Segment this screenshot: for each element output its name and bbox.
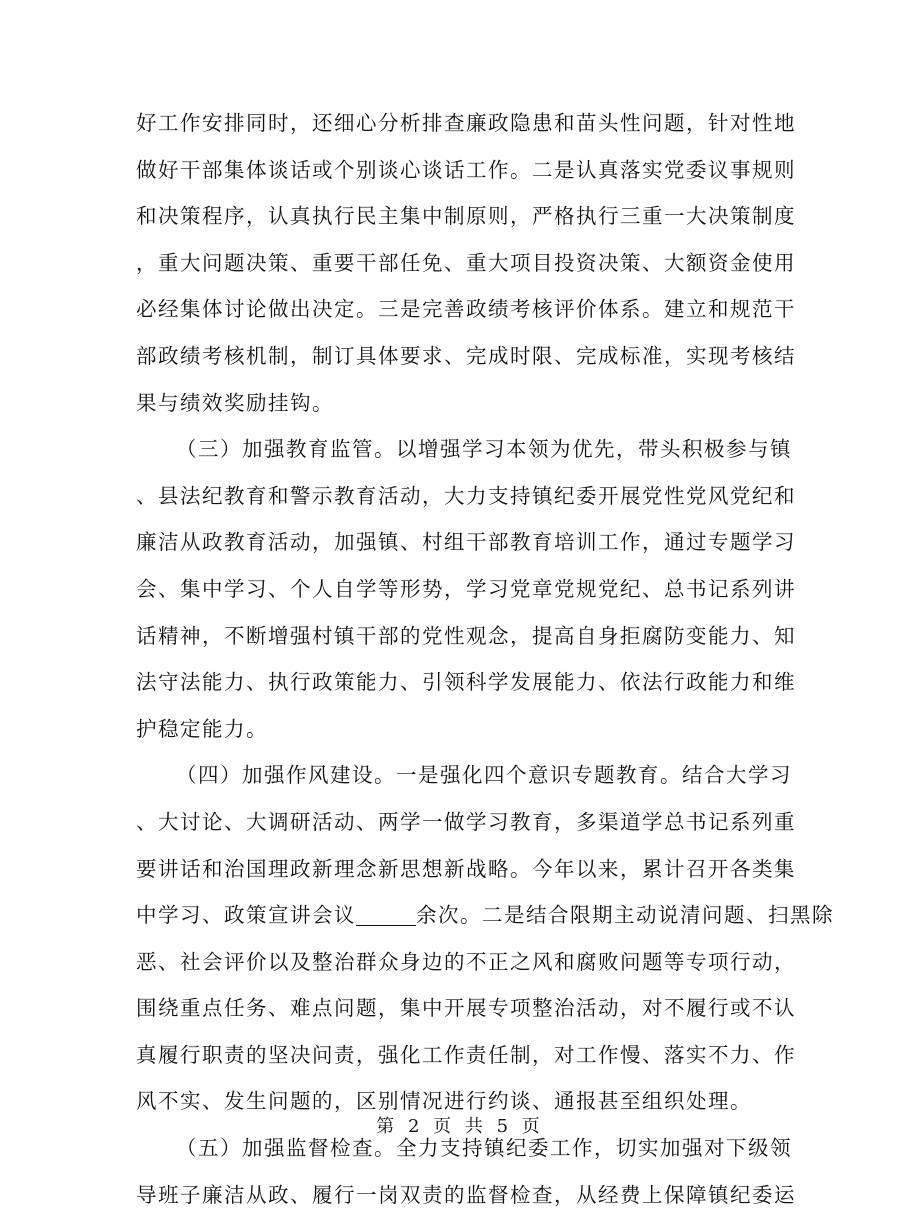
text-line: 和决策程序，认真执行民主集中制原则，严格执行三重一大决策制度: [136, 204, 796, 229]
text-line: 做好干部集体谈话或个别谈心谈话工作。二是认真落实党委议事规则: [136, 157, 796, 182]
text-line: 会、集中学习、个人自学等形势，学习党章党规党纪、总书记系列讲: [136, 576, 796, 601]
text-line: 真履行职责的坚决问责，强化工作责任制，对工作慢、落实不力、作: [136, 1042, 796, 1067]
text-line: 果与绩效奖励挂钩。: [136, 390, 334, 415]
text-segment: 余次。二是结合限期主动说清问题、扫黑除: [416, 903, 834, 928]
text-line: 风不实、发生问题的，区别情况进行约谈、通报甚至组织处理。: [136, 1089, 752, 1114]
text-segment: 中学习、政策宣讲会议: [136, 903, 356, 928]
page-number-footer: 第 2 页 共 5 页: [376, 1116, 544, 1137]
text-line: ，重大问题决策、重要干部任免、重大项目投资决策、大额资金使用: [136, 250, 796, 275]
text-line: 要讲话和治国理政新理念新思想新战略。今年以来，累计召开各类集: [136, 856, 796, 881]
text-line: 部政绩考核机制，制订具体要求、完成时限、完成标准，实现考核结: [136, 343, 796, 368]
section-heading-line: （五）加强监督检查。全力支持镇纪委工作，切实加强对下级领: [176, 1136, 792, 1161]
section-heading-line: （四）加强作风建设。一是强化四个意识专题教育。结合大学习: [176, 763, 792, 788]
body-text: [136, 100, 834, 1218]
text-line: 法守法能力、执行政策能力、引领科学发展能力、依法行政能力和维: [136, 670, 796, 695]
text-line: 、大讨论、大调研活动、两学一做学习教育，多渠道学总书记系列重: [136, 809, 796, 834]
text-line-with-blank: [136, 892, 834, 939]
text-line: 护稳定能力。: [136, 716, 268, 741]
text-line: 围绕重点任务、难点问题，集中开展专项整治活动，对不履行或不认: [136, 996, 796, 1021]
section-heading-line: （三）加强教育监管。以增强学习本领为优先，带头积极参与镇: [176, 437, 792, 462]
text-line: 恶、社会评价以及整治群众身边的不正之风和腐败问题等专项行动，: [136, 949, 796, 974]
text-line: 、县法纪教育和警示教育活动，大力支持镇纪委开展党性党风党纪和: [136, 483, 796, 508]
fill-in-blank: [356, 905, 416, 926]
text-line: 导班子廉洁从政、履行一岗双责的监督检查，从经费上保障镇纪委运: [136, 1182, 796, 1207]
text-line: 话精神，不断增强村镇干部的党性观念，提高自身拒腐防变能力、知: [136, 623, 796, 648]
text-line: 廉洁从政教育活动，加强镇、村组干部教育培训工作，通过专题学习: [136, 530, 796, 555]
text-line: 好工作安排同时，还细心分析排查廉政隐患和苗头性问题，针对性地: [136, 111, 796, 135]
text-line: 必经集体讨论做出决定。三是完善政绩考核评价体系。建立和规范干: [136, 297, 796, 322]
